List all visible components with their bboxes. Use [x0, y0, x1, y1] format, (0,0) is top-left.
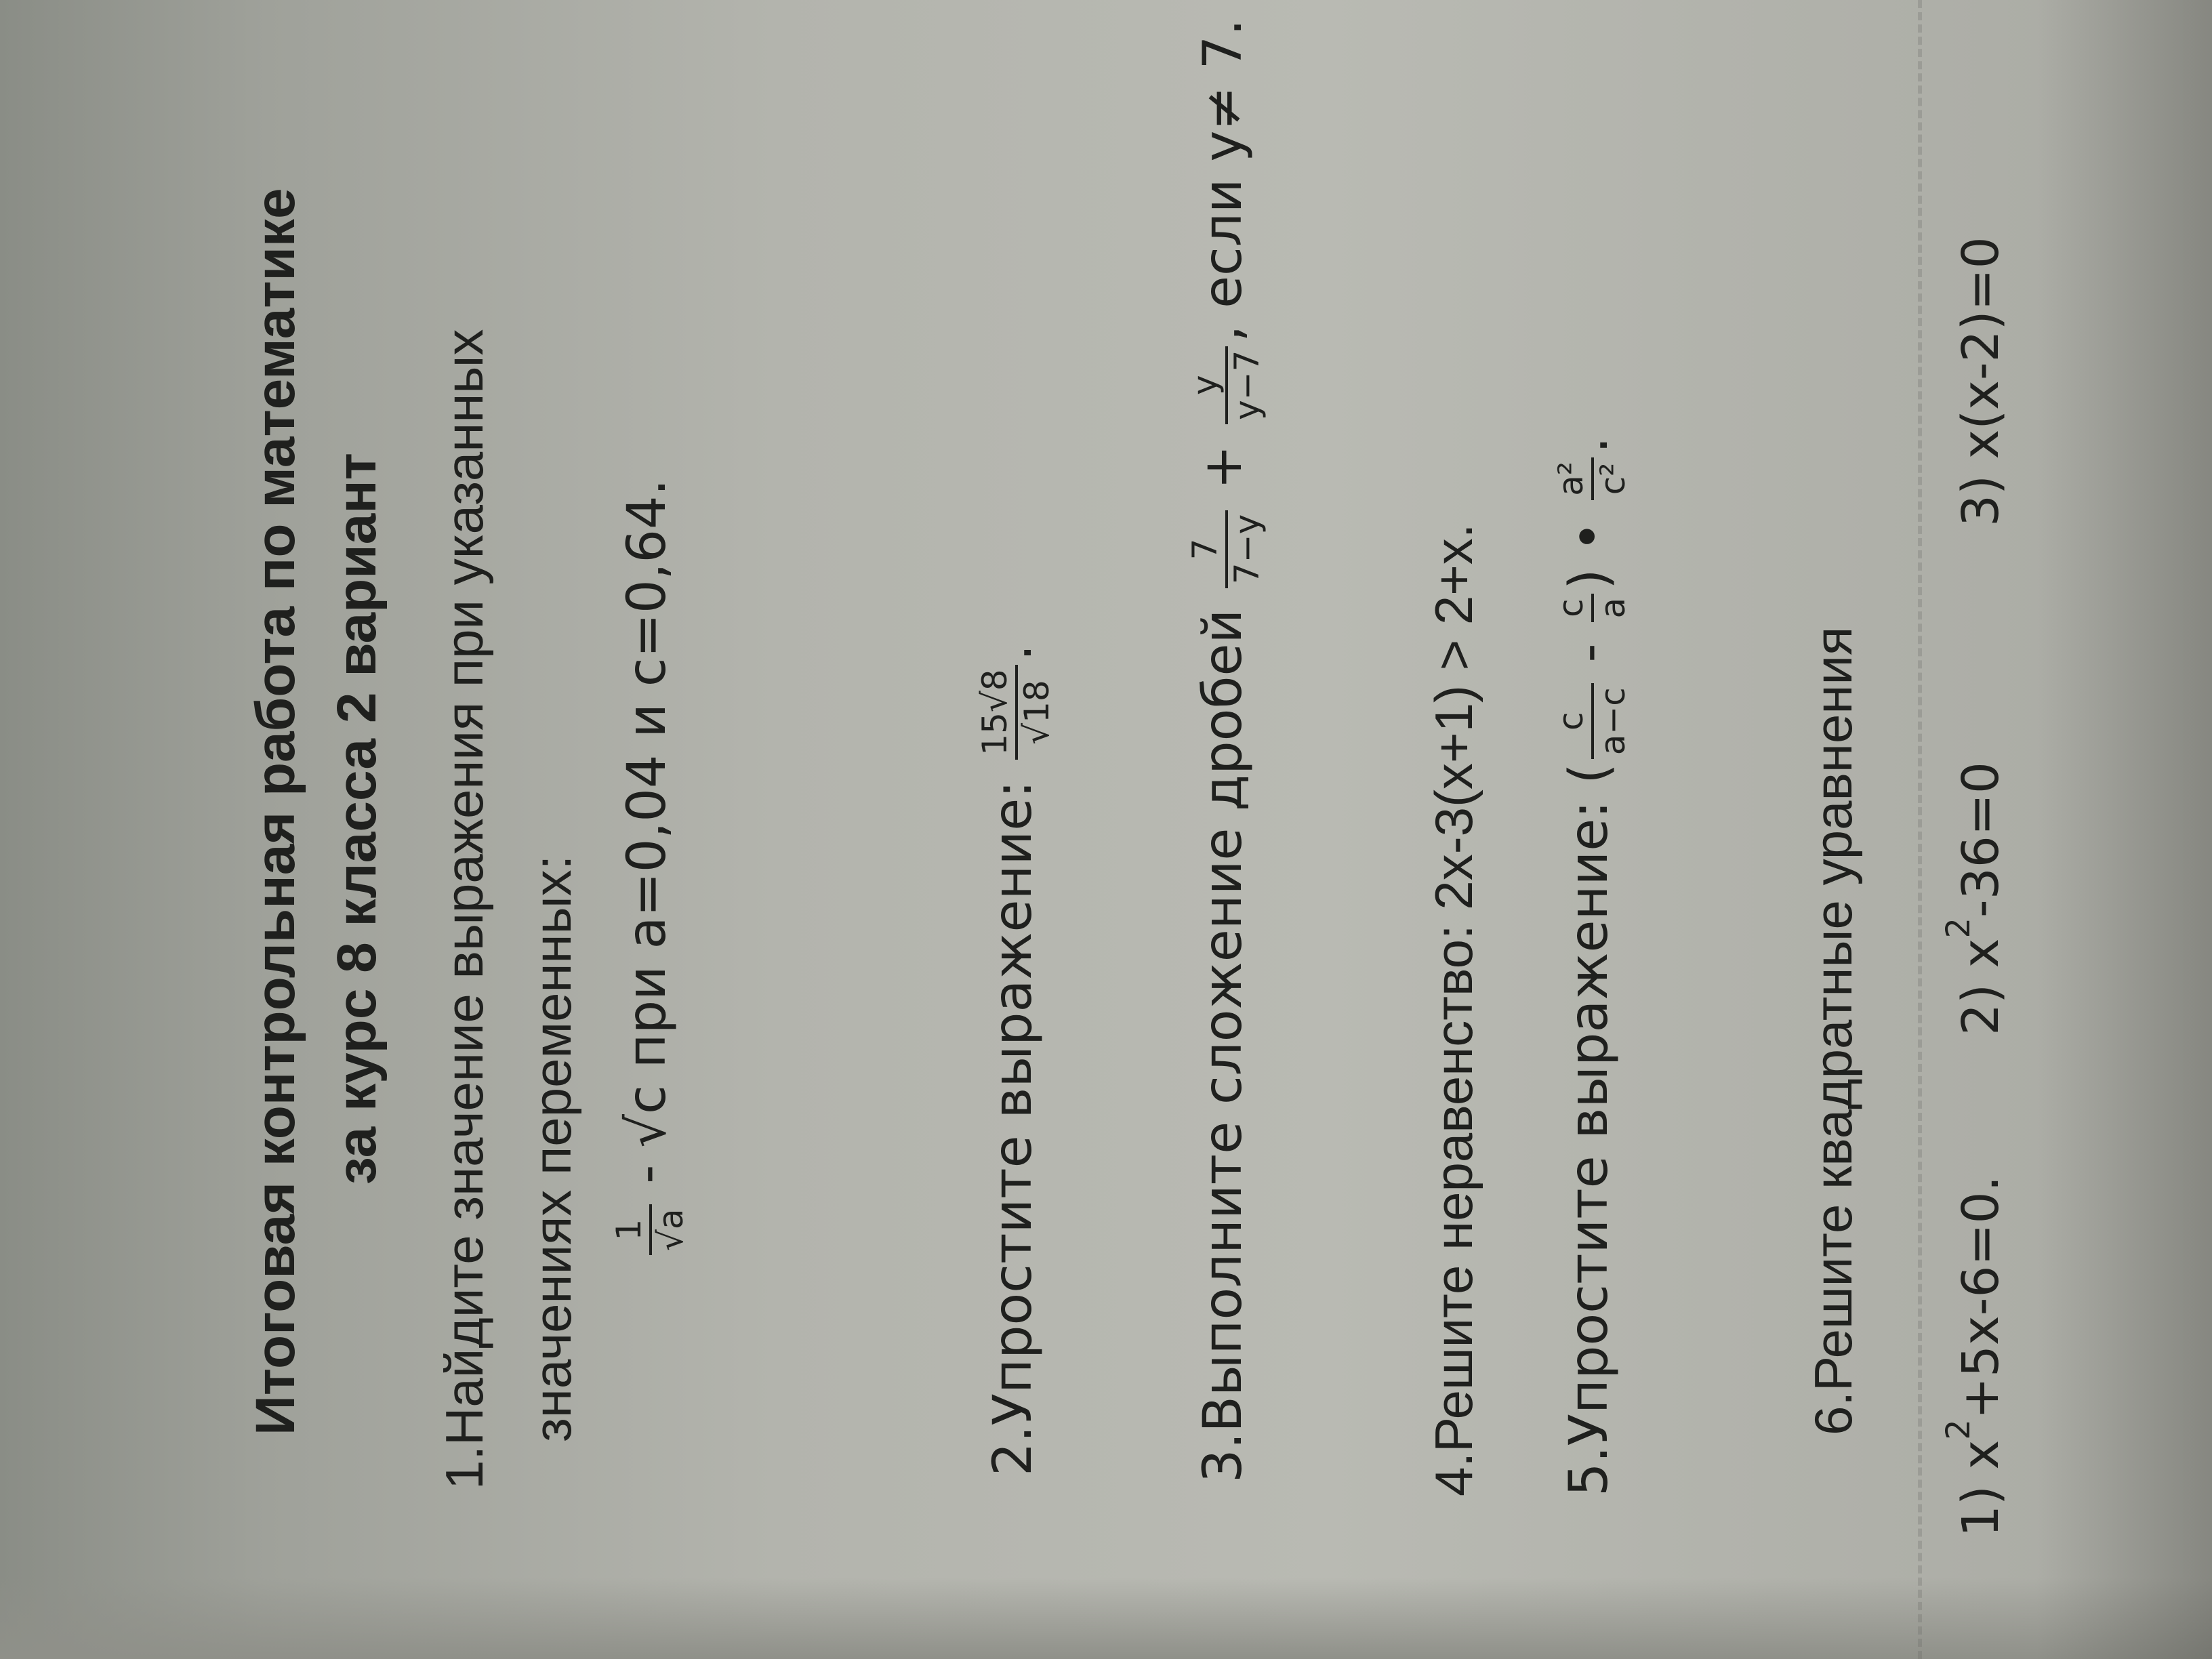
title-line2: за курс 8 класса 2 вариант	[326, 453, 388, 1185]
task1-fraction	[610, 1205, 691, 1256]
task2-end: .	[982, 644, 1044, 661]
task5-dot: •	[1558, 520, 1620, 552]
eq2-base: 2) x	[1952, 938, 2010, 1036]
task5-open-paren: (	[1558, 763, 1620, 784]
eq1-exponent: 2	[1940, 1419, 1978, 1440]
task2-frac-den: √18	[1015, 665, 1057, 759]
task2-frac-num: 15√8	[975, 669, 1015, 756]
task5-minus: -	[1558, 643, 1620, 663]
task1-frac-num: 1	[609, 1218, 649, 1241]
task1-expression	[610, 479, 691, 1259]
task5-prompt: 5.Упростите выражение:	[1558, 800, 1620, 1496]
task3-f1-den: 7−y	[1225, 510, 1267, 588]
task1-prompt-line2: значениях переменных:	[523, 855, 582, 1442]
task3-condition: , если y≠ 7.	[1192, 18, 1254, 342]
task2-line	[976, 644, 1057, 1476]
task6-eq2	[1940, 762, 2010, 1036]
task5-fraction2	[1552, 594, 1633, 623]
eq2-exponent: 2	[1940, 918, 1978, 939]
task2-fraction	[976, 665, 1057, 759]
task6-equations	[1940, 237, 2010, 1537]
task3-fraction1	[1186, 510, 1267, 588]
task5-close-paren: )	[1558, 569, 1620, 590]
title-line1: Итоговая контрольная работа по математике	[245, 188, 306, 1435]
task3-fraction2	[1186, 346, 1267, 424]
task5-end: .	[1558, 436, 1620, 454]
task5-f1-num: c	[1551, 712, 1591, 731]
task5-fraction1	[1552, 683, 1633, 759]
eq2-rest: -36=0	[1952, 762, 2010, 918]
task5-f3-num: a²	[1551, 462, 1591, 496]
task5-f2-num: c	[1551, 598, 1591, 617]
task3-line	[1186, 19, 1267, 1483]
eq1-rest: +5x-6=0.	[1952, 1175, 2010, 1420]
task6-prompt: 6.Решите квадратные уравнения	[1803, 626, 1863, 1435]
task5-f2-den: a	[1591, 594, 1633, 623]
task6-eq1	[1940, 1175, 2010, 1537]
task1-condition: при а=0,04 и с=0,64.	[616, 478, 678, 1069]
task1-prompt-line1: 1.Найдите значение выражения при указанных	[434, 329, 494, 1490]
task6-eq3: 3) x(x-2)=0	[1952, 237, 2010, 527]
task1-frac-den: √a	[649, 1205, 691, 1256]
task5-line	[1552, 436, 1633, 1496]
task3-f1-num: 7	[1185, 538, 1225, 560]
task3-prompt: 3.Выполните сложение дробей	[1192, 609, 1254, 1483]
task4-line: 4.Решите неравенство: 2х-3(х+1) > 2+х.	[1424, 523, 1483, 1496]
task3-plus: +	[1192, 445, 1254, 489]
task5-f1-den: a−c	[1591, 683, 1633, 759]
task1-minus-root: - √c	[616, 1085, 678, 1184]
eq1-base: 1) x	[1952, 1439, 2010, 1537]
task2-prompt: 2.Упростите выражение:	[982, 780, 1044, 1476]
task3-f2-num: y	[1185, 375, 1225, 395]
task3-f2-den: y−7	[1225, 346, 1267, 424]
task5-fraction3	[1552, 457, 1633, 500]
task5-f3-den: c²	[1591, 457, 1633, 500]
